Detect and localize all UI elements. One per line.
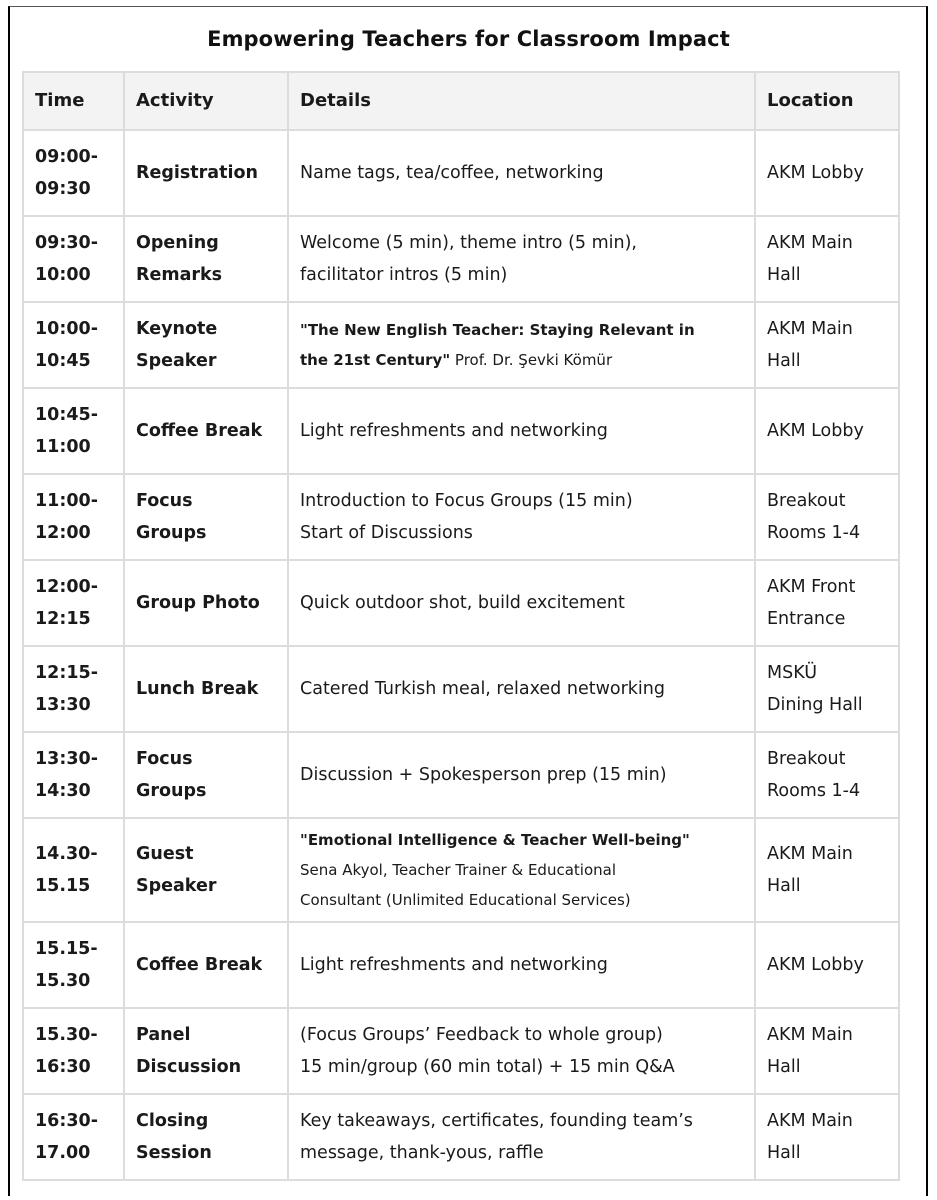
- location-cell: [755, 1008, 899, 1094]
- location-cell-line: Entrance: [767, 609, 846, 629]
- activity-cell: [124, 302, 288, 388]
- activity-cell-line: Groups: [136, 781, 207, 801]
- time-cell: [23, 646, 124, 732]
- time-cell-line: 11:00-: [35, 491, 98, 511]
- details-cell: [288, 216, 755, 302]
- details-cell: [288, 130, 755, 216]
- agenda-table: [22, 71, 900, 1181]
- location-cell: [755, 560, 899, 646]
- time-cell-line: 09:30-: [35, 233, 98, 253]
- agenda-body: [23, 130, 899, 1180]
- location-cell-line: Hall: [767, 876, 801, 896]
- activity-cell-line: Groups: [136, 523, 207, 543]
- header-details: Details: [288, 72, 755, 130]
- details-line: Catered Turkish meal, relaxed networking: [300, 679, 665, 699]
- time-cell: [23, 302, 124, 388]
- table-row: [23, 1008, 899, 1094]
- location-cell: [755, 646, 899, 732]
- details-cell: [288, 1008, 755, 1094]
- location-cell-line: Hall: [767, 1143, 801, 1163]
- time-cell-line: 09:00-: [35, 147, 98, 167]
- table-row: [23, 732, 899, 818]
- time-cell-line: 14.30-: [35, 844, 98, 864]
- time-cell: [23, 1008, 124, 1094]
- activity-cell: [124, 388, 288, 474]
- details-line: Discussion + Spokesperson prep (15 min): [300, 765, 667, 785]
- location-cell-line: Hall: [767, 351, 801, 371]
- time-cell-line: 10:00-: [35, 319, 98, 339]
- location-cell: [755, 302, 899, 388]
- activity-cell-line: Speaker: [136, 876, 217, 896]
- time-cell-line: 17.00: [35, 1143, 91, 1163]
- time-cell: [23, 818, 124, 922]
- time-cell-line: 15.30: [35, 971, 91, 991]
- time-cell-line: 14:30: [35, 781, 91, 801]
- activity-cell: [124, 216, 288, 302]
- table-row: [23, 1094, 899, 1180]
- location-cell-line: AKM Front: [767, 577, 856, 597]
- location-cell: [755, 732, 899, 818]
- details-cell: [288, 646, 755, 732]
- location-cell-line: AKM Lobby: [767, 421, 864, 441]
- activity-cell: [124, 474, 288, 560]
- time-cell-line: 13:30-: [35, 749, 98, 769]
- table-row: [23, 302, 899, 388]
- location-cell-line: AKM Lobby: [767, 955, 864, 975]
- activity-cell-line: Coffee Break: [136, 421, 263, 441]
- table-row: [23, 818, 899, 922]
- location-cell-line: Breakout: [767, 491, 846, 511]
- time-cell: [23, 216, 124, 302]
- activity-cell-line: Focus: [136, 491, 193, 511]
- location-cell-line: MSKÜ: [767, 663, 818, 683]
- location-cell-line: Rooms 1-4: [767, 781, 861, 801]
- activity-cell-line: Guest: [136, 844, 194, 864]
- location-cell-line: AKM Main: [767, 319, 853, 339]
- location-cell: [755, 818, 899, 922]
- time-cell: [23, 130, 124, 216]
- details-line: Introduction to Focus Groups (15 min): [300, 491, 633, 511]
- activity-cell-line: Session: [136, 1143, 212, 1163]
- header-time: Time: [23, 72, 124, 130]
- time-cell-line: 10:00: [35, 265, 91, 285]
- talk-title-line: [300, 345, 743, 375]
- activity-cell-line: Discussion: [136, 1057, 242, 1077]
- talk-title-line: "The New English Teacher: Staying Relevant in: [300, 321, 695, 339]
- speaker-line: Sena Akyol, Teacher Trainer & Educational: [300, 861, 616, 879]
- location-cell-line: AKM Main: [767, 844, 853, 864]
- talk-title-line: "Emotional Intelligence & Teacher Well-being": [300, 831, 690, 849]
- time-cell: [23, 1094, 124, 1180]
- speaker-line: Consultant (Unlimited Educational Services): [300, 891, 631, 909]
- details-line: Welcome (5 min), theme intro (5 min),: [300, 233, 637, 253]
- table-row: [23, 922, 899, 1008]
- time-cell-line: 12:00-: [35, 577, 98, 597]
- table-row: [23, 560, 899, 646]
- activity-cell-line: Closing: [136, 1111, 209, 1131]
- time-cell-line: 16:30-: [35, 1111, 98, 1131]
- location-cell: [755, 130, 899, 216]
- activity-cell-line: Opening: [136, 233, 219, 253]
- time-cell-line: 16:30: [35, 1057, 91, 1077]
- location-cell-line: Hall: [767, 1057, 801, 1077]
- time-cell-line: 12:00: [35, 523, 91, 543]
- table-row: [23, 130, 899, 216]
- location-cell-line: Hall: [767, 265, 801, 285]
- activity-cell: [124, 1094, 288, 1180]
- activity-cell-line: Registration: [136, 163, 258, 183]
- time-cell-line: 10:45-: [35, 405, 98, 425]
- time-cell: [23, 474, 124, 560]
- time-cell-line: 09:30: [35, 179, 91, 199]
- activity-cell-line: Remarks: [136, 265, 223, 285]
- location-cell-line: Dining Hall: [767, 695, 863, 715]
- location-cell-line: AKM Main: [767, 1025, 853, 1045]
- talk-title-end: the 21st Century": [300, 351, 451, 369]
- details-cell: [288, 474, 755, 560]
- activity-cell: [124, 818, 288, 922]
- time-cell-line: 12:15: [35, 609, 91, 629]
- table-row: [23, 216, 899, 302]
- details-line: Start of Discussions: [300, 523, 473, 543]
- details-line: Name tags, tea/coffee, networking: [300, 163, 604, 183]
- activity-cell: [124, 646, 288, 732]
- location-cell-line: Rooms 1-4: [767, 523, 861, 543]
- time-cell-line: 15.15-: [35, 939, 98, 959]
- details-line: Quick outdoor shot, build excitement: [300, 593, 625, 613]
- activity-cell-line: Lunch Break: [136, 679, 259, 699]
- time-cell-line: 15.30-: [35, 1025, 98, 1045]
- location-cell: [755, 474, 899, 560]
- header-location: Location: [755, 72, 899, 130]
- time-cell: [23, 922, 124, 1008]
- details-cell: [288, 560, 755, 646]
- time-cell-line: 11:00: [35, 437, 91, 457]
- header-activity: Activity: [124, 72, 288, 130]
- activity-cell: [124, 922, 288, 1008]
- details-line: Light refreshments and networking: [300, 421, 608, 441]
- details-line: facilitator intros (5 min): [300, 265, 508, 285]
- details-cell: [288, 818, 755, 922]
- details-line: Key takeaways, certificates, founding team’s: [300, 1111, 693, 1131]
- activity-cell: [124, 1008, 288, 1094]
- location-cell: [755, 922, 899, 1008]
- page-title: Empowering Teachers for Classroom Impact: [207, 27, 730, 51]
- details-cell: [288, 922, 755, 1008]
- details-cell: [288, 302, 755, 388]
- location-cell-line: Breakout: [767, 749, 846, 769]
- time-cell: [23, 732, 124, 818]
- time-cell-line: 13:30: [35, 695, 91, 715]
- location-cell-line: AKM Lobby: [767, 163, 864, 183]
- table-row: [23, 388, 899, 474]
- location-cell: [755, 1094, 899, 1180]
- activity-cell-line: Keynote: [136, 319, 218, 339]
- activity-cell-line: Speaker: [136, 351, 217, 371]
- details-cell: [288, 388, 755, 474]
- time-cell-line: 15.15: [35, 876, 91, 896]
- details-line: message, thank-yous, raffle: [300, 1143, 544, 1163]
- activity-cell-line: Panel: [136, 1025, 191, 1045]
- details-line: (Focus Groups’ Feedback to whole group): [300, 1025, 663, 1045]
- table-row: [23, 474, 899, 560]
- table-row: [23, 646, 899, 732]
- speaker-name: Prof. Dr. Şevki Kömür: [450, 351, 613, 369]
- activity-cell-line: Focus: [136, 749, 193, 769]
- details-line: 15 min/group (60 min total) + 15 min Q&A: [300, 1057, 675, 1077]
- details-cell: [288, 1094, 755, 1180]
- time-cell: [23, 560, 124, 646]
- activity-cell-line: Coffee Break: [136, 955, 263, 975]
- time-cell-line: 10:45: [35, 351, 91, 371]
- activity-cell: [124, 732, 288, 818]
- header-row: [23, 72, 899, 130]
- time-cell-line: 12:15-: [35, 663, 98, 683]
- activity-cell: [124, 130, 288, 216]
- activity-cell: [124, 560, 288, 646]
- activity-cell-line: Group Photo: [136, 593, 260, 613]
- location-cell-line: AKM Main: [767, 1111, 853, 1131]
- details-cell: [288, 732, 755, 818]
- time-cell: [23, 388, 124, 474]
- location-cell: [755, 216, 899, 302]
- details-line: Light refreshments and networking: [300, 955, 608, 975]
- location-cell: [755, 388, 899, 474]
- location-cell-line: AKM Main: [767, 233, 853, 253]
